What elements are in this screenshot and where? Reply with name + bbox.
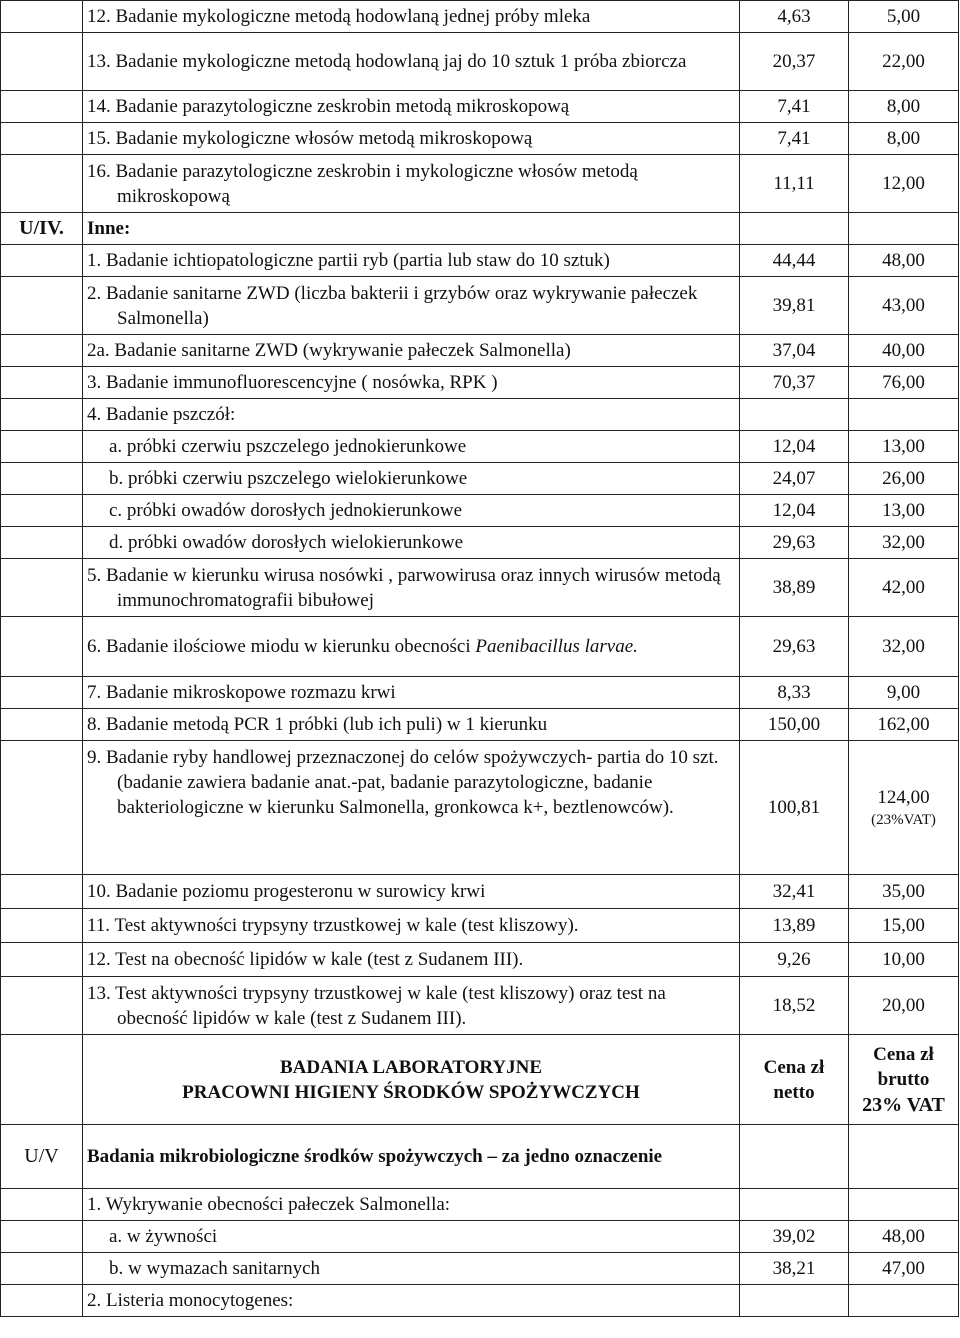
service-description-text: 2a. Badanie sanitarne ZWD (wykrywanie pałeczek Salmonella) — [87, 340, 571, 361]
price-row — [1, 1253, 959, 1285]
gross-price — [849, 213, 959, 245]
section-code-cell — [1, 943, 83, 977]
net-price: 44,44 — [740, 245, 849, 277]
section-code-cell — [1, 123, 83, 155]
section-code-cell — [1, 617, 83, 677]
gross-price: 48,00 — [849, 245, 959, 277]
price-row — [1, 367, 959, 399]
column-header-line: Cena zł — [873, 1043, 934, 1065]
net-price — [740, 399, 849, 431]
service-description — [83, 1221, 740, 1253]
section-code-cell — [1, 399, 83, 431]
service-description — [83, 277, 740, 335]
section-code-cell — [1, 527, 83, 559]
column-header-line: 23% VAT — [862, 1093, 945, 1116]
net-price: 12,04 — [740, 495, 849, 527]
net-price: 29,63 — [740, 617, 849, 677]
price-row — [1, 559, 959, 617]
net-price: 12,04 — [740, 431, 849, 463]
service-description-text: 3. Badanie immunofluorescencyjne ( nosówka, RPK ) — [87, 372, 498, 393]
section-code-cell — [1, 1189, 83, 1221]
service-description-text: 7. Badanie mikroskopowe rozmazu krwi — [87, 682, 396, 703]
service-description-text: 12. Badanie mykologiczne metodą hodowlaną jednej próby mleka — [87, 6, 591, 27]
section-code-cell — [1, 277, 83, 335]
gross-price — [849, 399, 959, 431]
price-row — [1, 33, 959, 91]
section-title — [83, 1035, 740, 1125]
net-price: 37,04 — [740, 335, 849, 367]
section-code-cell — [1, 1285, 83, 1317]
service-description — [83, 463, 740, 495]
section-code-cell — [1, 741, 83, 875]
price-row — [1, 495, 959, 527]
gross-price — [849, 741, 959, 875]
service-description-text: d. próbki owadów dorosłych wielokierunkowe — [109, 532, 464, 553]
service-description — [83, 495, 740, 527]
section-v-subheading-row — [1, 1125, 959, 1189]
price-row — [1, 399, 959, 431]
section-code: U/V — [1, 1125, 83, 1189]
price-row — [1, 943, 959, 977]
section-code-cell — [1, 155, 83, 213]
section-code-cell — [1, 335, 83, 367]
price-row — [1, 277, 959, 335]
service-description-text: 5. Badanie w kierunku wirusa nosówki , parwowirusa oraz innych wirusów metodą immunochromatografii bibułowej — [87, 564, 721, 611]
net-price: 39,81 — [740, 277, 849, 335]
service-description — [83, 335, 740, 367]
service-description-text: 15. Badanie mykologiczne włosów metodą mikroskopową — [87, 128, 533, 149]
section-code-cell — [1, 495, 83, 527]
gross-price: 10,00 — [849, 943, 959, 977]
price-row — [1, 123, 959, 155]
gross-price: 76,00 — [849, 367, 959, 399]
section-title-line: BADANIA LABORATORYJNE — [279, 1056, 543, 1078]
section-code-cell — [1, 977, 83, 1035]
price-row — [1, 909, 959, 943]
section-code-cell — [1, 709, 83, 741]
service-description-text — [87, 634, 735, 659]
price-row — [1, 155, 959, 213]
gross-price: 42,00 — [849, 559, 959, 617]
price-list-body — [1, 1, 959, 1317]
item-heading-row — [1, 1285, 959, 1317]
net-price: 13,89 — [740, 909, 849, 943]
price-row — [1, 91, 959, 123]
service-description-text: 16. Badanie parazytologiczne zeskrobin i mykologiczne włosów metodą mikroskopową — [87, 160, 638, 207]
section-code-cell — [1, 431, 83, 463]
service-description-text: 13. Test aktywności trypsyny trzustkowej w kale (test kliszowy) oraz test na obecność lipidów w kale (test z Sudanem III). — [87, 982, 666, 1029]
service-description — [83, 367, 740, 399]
gross-price: 43,00 — [849, 277, 959, 335]
service-description-text: a. w żywności — [109, 1226, 218, 1247]
section-code-cell — [1, 91, 83, 123]
net-price: 100,81 — [740, 741, 849, 875]
service-description-text: b. próbki czerwiu pszczelego wielokierunkowe — [109, 468, 468, 489]
service-description — [83, 617, 740, 677]
price-row — [1, 527, 959, 559]
net-price — [740, 1125, 849, 1189]
service-description — [83, 1253, 740, 1285]
service-description — [83, 909, 740, 943]
column-header-line: brutto — [877, 1068, 930, 1090]
gross-price: 32,00 — [849, 527, 959, 559]
price-row — [1, 463, 959, 495]
section-code-cell — [1, 33, 83, 91]
net-price: 32,41 — [740, 875, 849, 909]
net-price: 11,11 — [740, 155, 849, 213]
price-row — [1, 1, 959, 33]
gross-price: 15,00 — [849, 909, 959, 943]
column-header-gross — [849, 1035, 959, 1125]
service-description-text: 9. Badanie ryby handlowej przeznaczonej do celów spożywczych- partia do 10 szt.(badanie zawiera badanie anat.-pat, badanie parazytologiczne, badanie bakteriologiczne w kierunku Salmonella, gronkowca k+, beztlenowców). — [87, 747, 719, 818]
item-heading-row — [1, 1189, 959, 1221]
price-row — [1, 709, 959, 741]
section-heading: Inne: — [83, 213, 740, 245]
vat-note: (23%VAT) — [871, 812, 936, 828]
species-name-italic: Paenibacillus larvae. — [475, 636, 638, 657]
net-price: 29,63 — [740, 527, 849, 559]
service-description — [83, 91, 740, 123]
net-price: 39,02 — [740, 1221, 849, 1253]
gross-price: 5,00 — [849, 1, 959, 33]
service-description — [83, 977, 740, 1035]
net-price: 24,07 — [740, 463, 849, 495]
section-code-cell — [1, 245, 83, 277]
service-description — [83, 33, 740, 91]
gross-price — [849, 1189, 959, 1221]
section-code-cell — [1, 1035, 83, 1125]
gross-price: 40,00 — [849, 335, 959, 367]
section-iv-heading-row — [1, 213, 959, 245]
service-description-text: 12. Test na obecność lipidów w kale (test z Sudanem III). — [87, 949, 524, 970]
gross-price: 35,00 — [849, 875, 959, 909]
section-code-cell — [1, 1221, 83, 1253]
gross-price: 32,00 — [849, 617, 959, 677]
gross-price: 8,00 — [849, 123, 959, 155]
service-description — [83, 399, 740, 431]
item-heading: 1. Wykrywanie obecności pałeczek Salmonella: — [83, 1189, 740, 1221]
gross-price: 9,00 — [849, 677, 959, 709]
section-code-cell — [1, 1253, 83, 1285]
price-row — [1, 977, 959, 1035]
section-code-cell — [1, 677, 83, 709]
price-row — [1, 875, 959, 909]
net-price: 9,26 — [740, 943, 849, 977]
section-code-cell — [1, 909, 83, 943]
service-description — [83, 559, 740, 617]
service-description — [83, 741, 740, 875]
price-row — [1, 431, 959, 463]
service-description — [83, 1, 740, 33]
gross-price: 26,00 — [849, 463, 959, 495]
gross-price: 13,00 — [849, 495, 959, 527]
service-description-text: 4. Badanie pszczół: — [87, 404, 236, 425]
service-description — [83, 527, 740, 559]
item-heading: 2. Listeria monocytogenes: — [83, 1285, 740, 1317]
gross-price: 48,00 — [849, 1221, 959, 1253]
price-row — [1, 677, 959, 709]
description-part: 6. Badanie ilościowe miodu w kierunku obecności — [87, 636, 476, 657]
net-price: 4,63 — [740, 1, 849, 33]
gross-price: 13,00 — [849, 431, 959, 463]
service-description — [83, 431, 740, 463]
gross-price: 8,00 — [849, 91, 959, 123]
gross-price-value: 124,00 — [877, 787, 930, 808]
service-description-text: 10. Badanie poziomu progesteronu w surowicy krwi — [87, 881, 486, 902]
price-row — [1, 335, 959, 367]
net-price: 18,52 — [740, 977, 849, 1035]
column-header-line: netto — [773, 1081, 815, 1103]
section-code: U/IV. — [1, 213, 83, 245]
gross-price: 12,00 — [849, 155, 959, 213]
gross-price — [849, 1125, 959, 1189]
column-header-line: Cena zł — [763, 1056, 825, 1078]
service-description — [83, 677, 740, 709]
service-description-text: 13. Badanie mykologiczne metodą hodowlaną jaj do 10 sztuk 1 próba zbiorcza — [87, 51, 687, 72]
gross-price: 47,00 — [849, 1253, 959, 1285]
net-price: 7,41 — [740, 123, 849, 155]
gross-price — [849, 1285, 959, 1317]
price-row — [1, 245, 959, 277]
price-row — [1, 1221, 959, 1253]
price-row — [1, 617, 959, 677]
net-price: 7,41 — [740, 91, 849, 123]
net-price: 70,37 — [740, 367, 849, 399]
net-price — [740, 213, 849, 245]
section-code-cell — [1, 367, 83, 399]
net-price — [740, 1189, 849, 1221]
section-code-cell — [1, 875, 83, 909]
service-description-text: 1. Badanie ichtiopatologiczne partii ryb (partia lub staw do 10 sztuk) — [87, 250, 610, 271]
net-price: 20,37 — [740, 33, 849, 91]
service-description — [83, 943, 740, 977]
price-row — [1, 741, 959, 875]
section-code-cell — [1, 463, 83, 495]
service-description — [83, 709, 740, 741]
service-description-text: b. w wymazach sanitarnych — [109, 1258, 321, 1279]
section-title-line: PRACOWNI HIGIENY ŚRODKÓW SPOŻYWCZYCH — [182, 1081, 640, 1103]
section-code-cell — [1, 1, 83, 33]
service-description — [83, 245, 740, 277]
net-price: 38,21 — [740, 1253, 849, 1285]
section-subheading: Badania mikrobiologiczne środków spożywczych – za jedno oznaczenie — [83, 1125, 740, 1189]
gross-price: 20,00 — [849, 977, 959, 1035]
gross-price: 162,00 — [849, 709, 959, 741]
service-description-text: c. próbki owadów dorosłych jednokierunkowe — [109, 500, 463, 521]
service-description-text: a. próbki czerwiu pszczelego jednokierunkowe — [109, 436, 467, 457]
service-description-text: 11. Test aktywności trypsyny trzustkowej w kale (test kliszowy). — [87, 915, 579, 936]
column-header-net — [740, 1035, 849, 1125]
service-description-text: 8. Badanie metodą PCR 1 próbki (lub ich puli) w 1 kierunku — [87, 714, 548, 735]
net-price: 8,33 — [740, 677, 849, 709]
section-v-header-row — [1, 1035, 959, 1125]
net-price — [740, 1285, 849, 1317]
service-description — [83, 123, 740, 155]
service-description-text: 2. Badanie sanitarne ZWD (liczba bakterii i grzybów oraz wykrywanie pałeczek Salmonella) — [87, 282, 698, 329]
section-code-cell — [1, 559, 83, 617]
net-price: 150,00 — [740, 709, 849, 741]
net-price: 38,89 — [740, 559, 849, 617]
gross-price: 22,00 — [849, 33, 959, 91]
service-description — [83, 155, 740, 213]
service-description — [83, 875, 740, 909]
service-description-text: 14. Badanie parazytologiczne zeskrobin metodą mikroskopową — [87, 96, 570, 117]
